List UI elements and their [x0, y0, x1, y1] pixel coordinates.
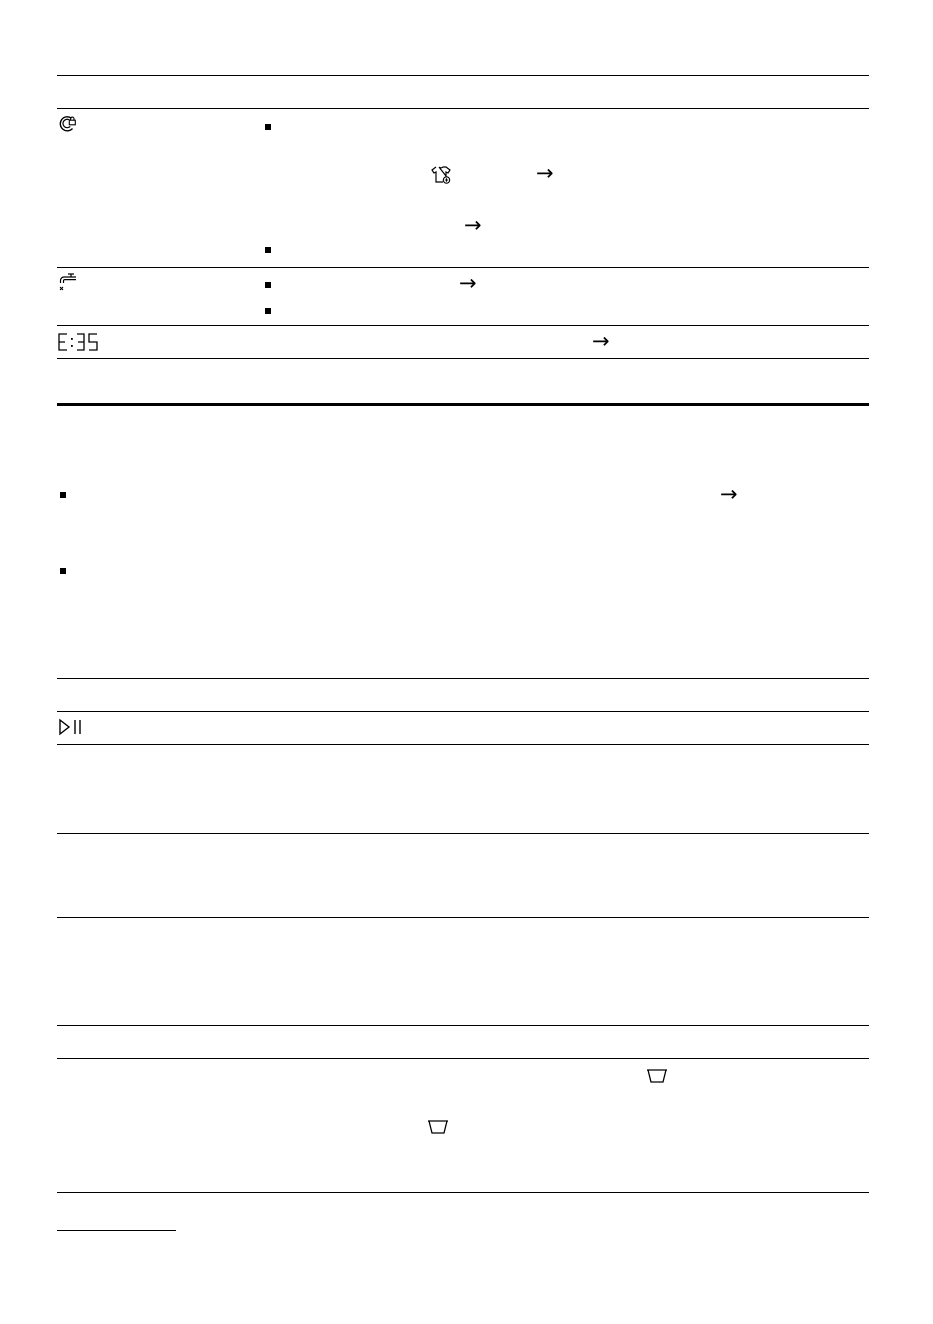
table1-bottom-rule — [57, 358, 869, 359]
arrow-icon: → — [592, 329, 610, 353]
error-code-display — [57, 332, 101, 352]
table1-row-rule — [57, 325, 869, 326]
table2-row-rule — [57, 744, 869, 745]
bullet — [265, 308, 271, 314]
section-rule — [57, 403, 869, 406]
bullet — [265, 247, 271, 253]
footnote-rule — [57, 1230, 176, 1231]
table1-header-rule — [57, 108, 869, 109]
bullet — [60, 492, 66, 498]
table2-row-rule — [57, 1058, 869, 1059]
table2-row-rule — [57, 917, 869, 918]
table2-header-rule — [57, 711, 869, 712]
water-tap-icon — [57, 272, 79, 294]
detergent-drawer-icon — [645, 1068, 669, 1084]
table2-row-rule — [57, 1025, 869, 1026]
detergent-drawer-icon — [426, 1119, 450, 1135]
table2-row-rule — [57, 833, 869, 834]
arrow-icon: → — [536, 161, 554, 185]
arrow-icon: → — [720, 482, 738, 506]
childlock-icon — [57, 114, 77, 134]
bullet — [265, 282, 271, 288]
table2-top-rule — [57, 678, 869, 679]
table1-top-rule — [57, 75, 869, 76]
start-pause-icon — [58, 718, 84, 736]
bullet — [60, 568, 66, 574]
bullet — [265, 124, 271, 130]
table2-bottom-rule — [57, 1192, 869, 1193]
table1-row-rule — [57, 267, 869, 268]
arrow-icon: → — [464, 213, 482, 237]
arrow-icon: → — [459, 271, 477, 295]
shirt-plus-icon — [430, 165, 452, 185]
